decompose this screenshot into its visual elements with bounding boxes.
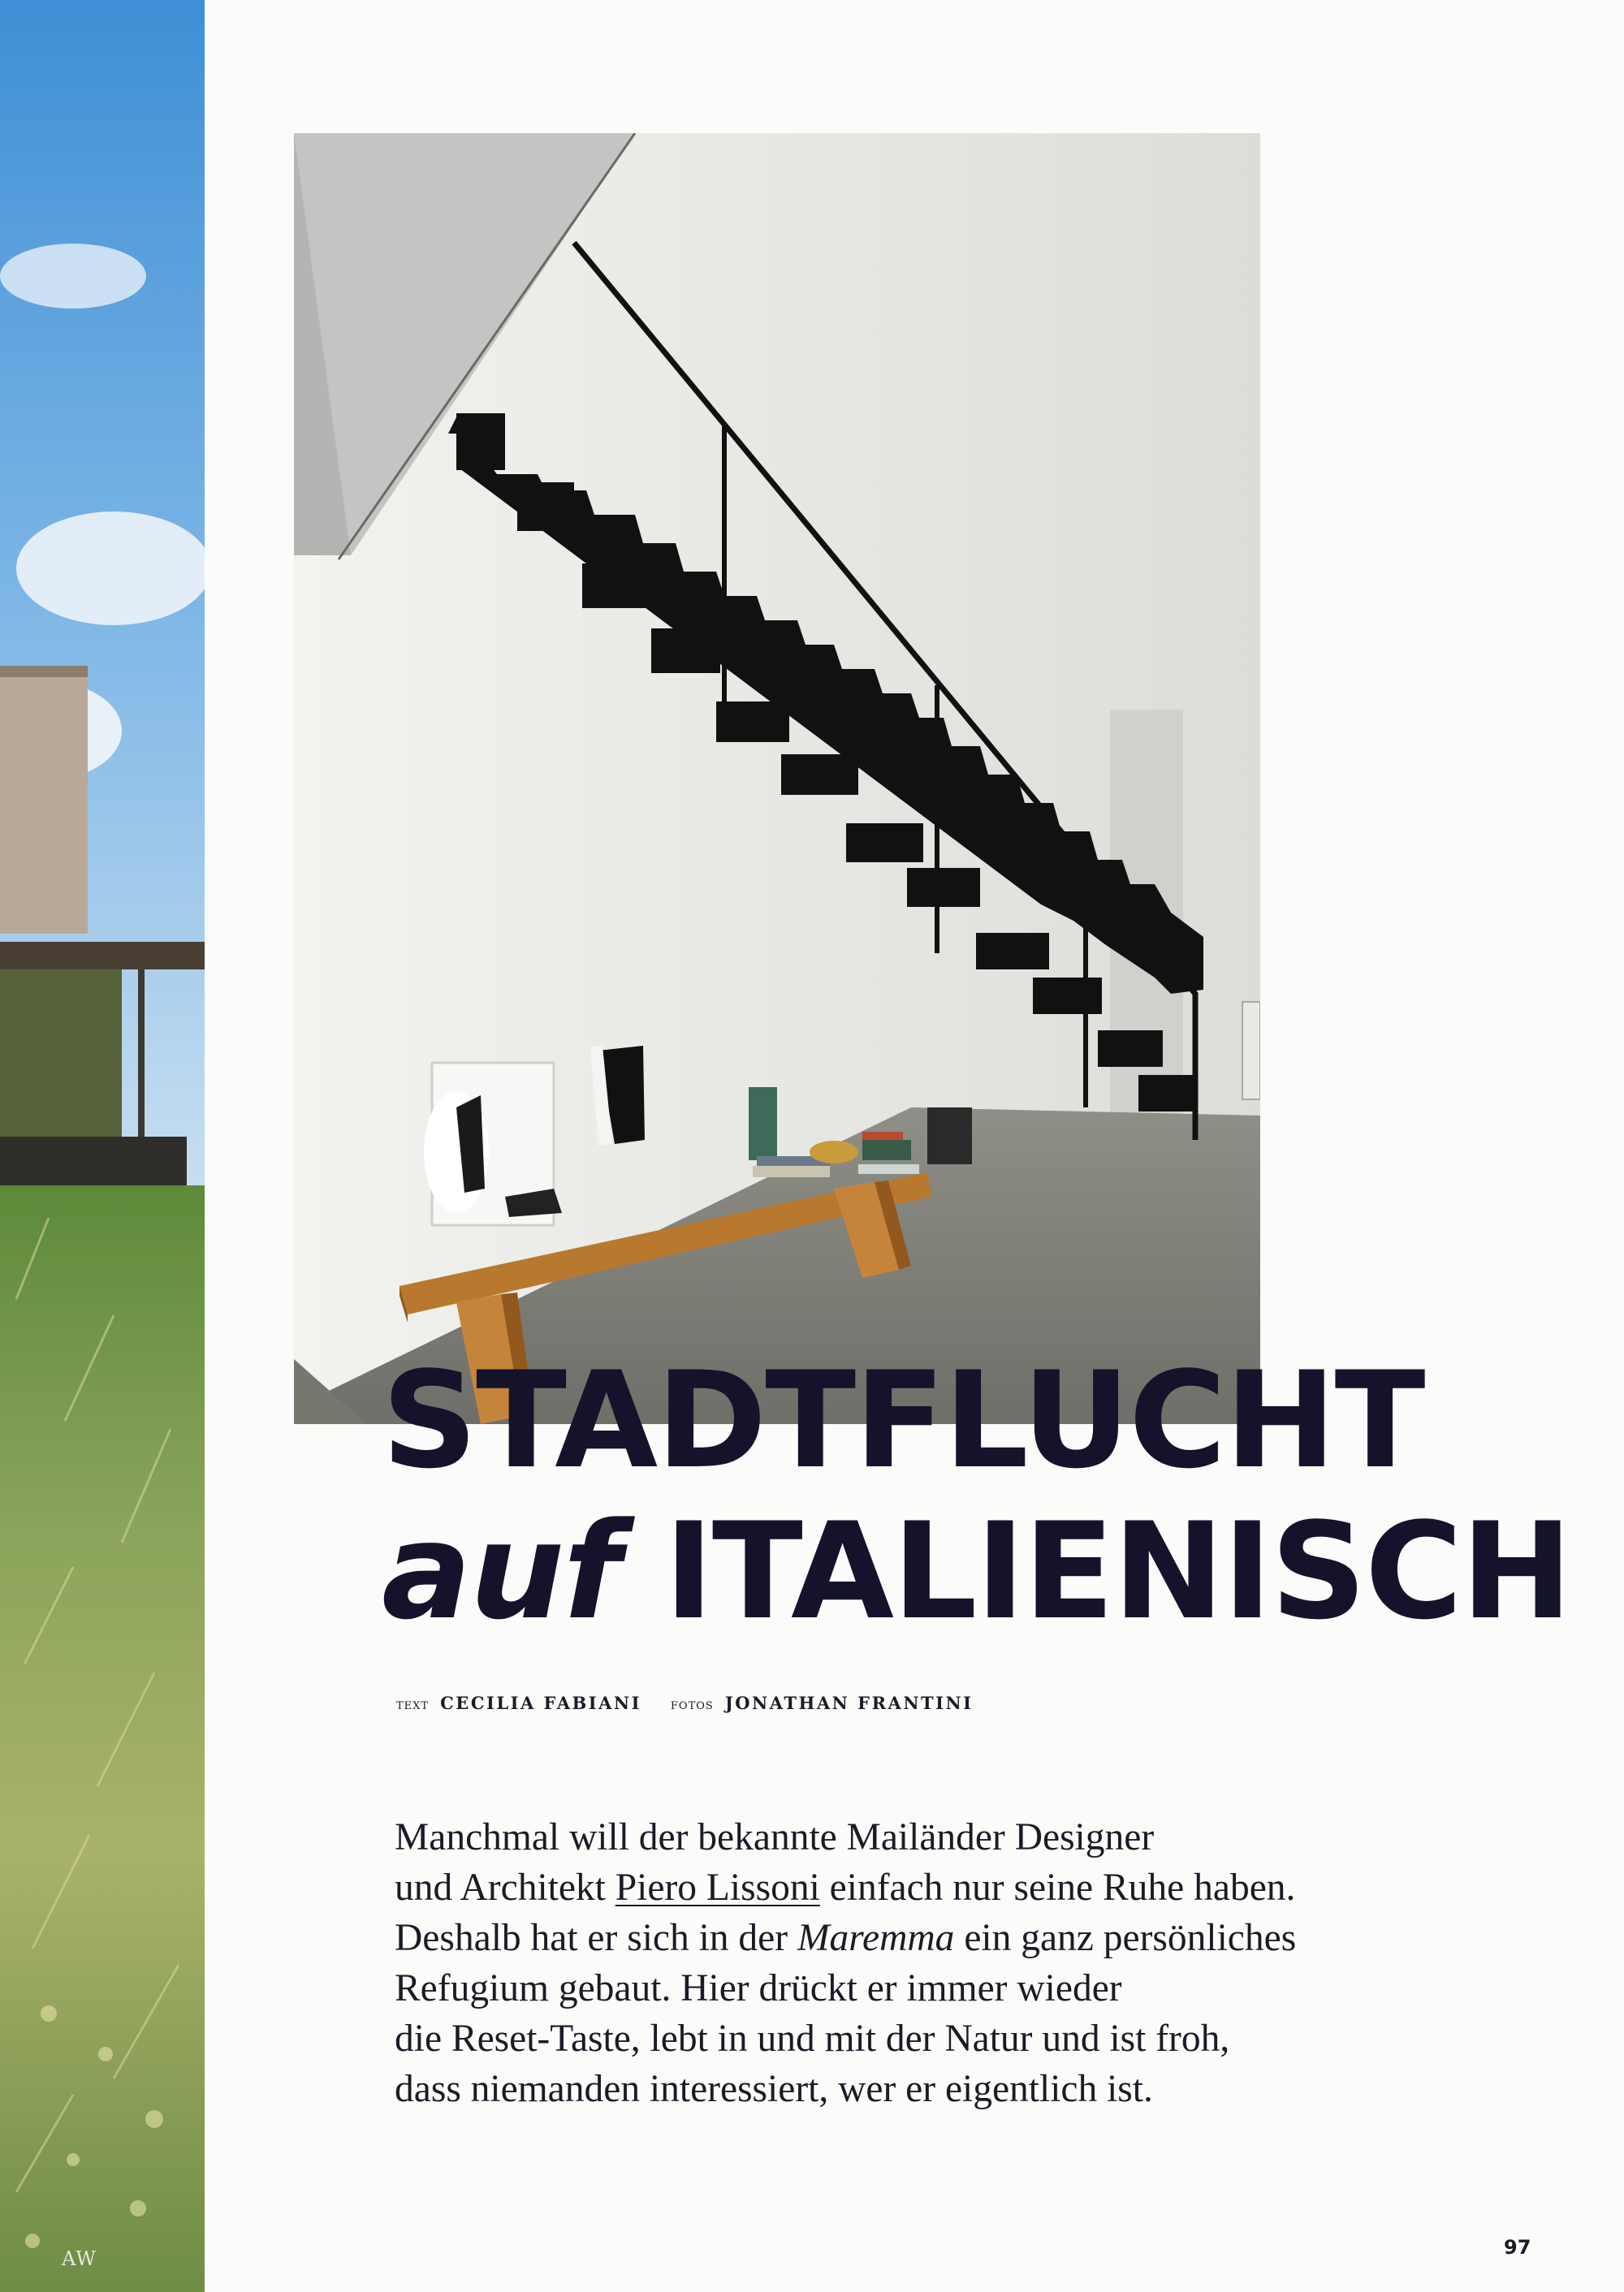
lead-line: Refugium gebaut. Hier drückt er immer wieder	[395, 1967, 1122, 2009]
credit-photographer-name: JONATHAN FRANTINI	[724, 1693, 974, 1713]
headline-line-1: STADTFLUCHT	[382, 1343, 1424, 1498]
headline-line-2	[382, 1494, 1600, 1649]
lead-paragraph	[395, 1812, 1548, 2114]
lead-text: einfach nur seine Ruhe haben.	[819, 1867, 1296, 1909]
credit-photo-label: FOTOS	[670, 1700, 714, 1712]
lead-line: Manchmal will der bekannte Mailänder Designer	[395, 1816, 1155, 1858]
page-number: 97	[1504, 2236, 1531, 2259]
lead-line: dass niemanden interessiert, wer er eigentlich ist.	[395, 2068, 1153, 2110]
lead-line	[395, 1913, 1548, 1963]
photo-caption: AW	[62, 2247, 97, 2270]
side-photo-garden	[0, 0, 205, 2292]
lead-text: Deshalb hat er sich in der	[395, 1917, 797, 1959]
article-credits	[396, 1693, 1002, 1713]
headline-italic-word: auf	[382, 1494, 620, 1649]
designer-name-link[interactable]: Piero Lissoni	[615, 1867, 820, 1909]
headline-line-2-rest: ITALIENISCH	[619, 1494, 1571, 1649]
credit-text-label: TEXT	[396, 1700, 430, 1712]
lead-line	[395, 1863, 1548, 1913]
lead-text: und Architekt	[395, 1867, 615, 1909]
credit-author-name: CECILIA FABIANI	[440, 1693, 641, 1713]
main-photo-staircase	[294, 133, 1260, 1424]
place-name: Maremma	[797, 1917, 955, 1959]
lead-text: ein ganz persönliches	[954, 1917, 1297, 1959]
article-headline	[382, 1343, 1600, 1649]
lead-line: die Reset-Taste, lebt in und mit der Natur und ist froh,	[395, 2018, 1230, 2060]
